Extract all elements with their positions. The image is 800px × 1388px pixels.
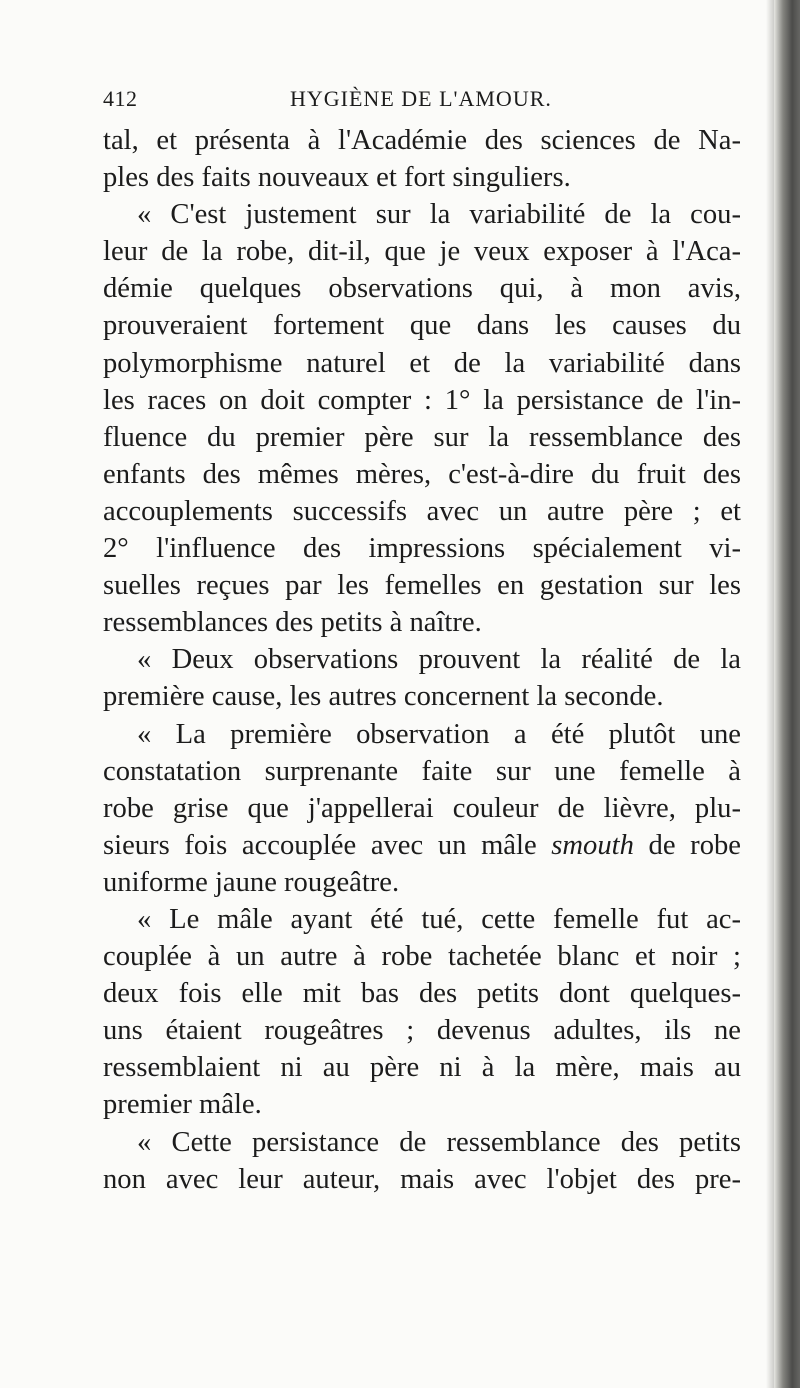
text-line: démie quelques observations qui, à mon avis, xyxy=(103,273,741,305)
text-line: enfants des mêmes mères, c'est-à-dire du fruit des xyxy=(103,458,741,490)
text-line: ples des faits nouveaux et fort singuliers. xyxy=(103,162,571,194)
text-line: suelles reçues par les femelles en gestation sur les xyxy=(103,570,741,602)
text-line: uniforme jaune rougeâtre. xyxy=(103,866,400,898)
text-line: tal, et présenta à l'Académie des sciences de Na- xyxy=(103,125,741,156)
text-line: robe grise que j'appellerai couleur de lièvre, plu- xyxy=(103,792,741,824)
text-line: constatation surprenante faite sur une femelle à xyxy=(103,755,741,787)
text-segment: sieurs fois accouplée avec un mâle xyxy=(103,829,552,861)
text-line: ressemblances des petits à naître. xyxy=(103,607,482,639)
text-line: accouplements successifs avec un autre père ; et xyxy=(103,495,741,527)
text-line: prouveraient fortement que dans les causes du xyxy=(103,310,741,342)
text-line xyxy=(103,827,741,864)
text-line: 2° l'influence des impressions spécialement vi- xyxy=(103,533,741,565)
text-line: « Deux observations prouvent la réalité de la xyxy=(137,644,741,676)
text-line: premier mâle. xyxy=(103,1089,262,1121)
text-line: polymorphisme naturel et de la variabilité dans xyxy=(103,347,741,379)
page-edge xyxy=(774,0,800,1388)
text-line: fluence du premier père sur la ressemblance des xyxy=(103,421,741,453)
text-line: non avec leur auteur, mais avec l'objet des pre- xyxy=(103,1163,741,1195)
text-line: « Le mâle ayant été tué, cette femelle fut ac- xyxy=(137,903,741,935)
text-line: deux fois elle mit bas des petits dont quelques- xyxy=(103,978,741,1010)
text-line: couplée à un autre à robe tachetée blanc et noir ; xyxy=(103,941,741,973)
text-segment: de robe xyxy=(633,829,741,861)
page-number: 412 xyxy=(103,86,138,111)
body-text xyxy=(103,122,741,1198)
text-line: « C'est justement sur la variabilité de la cou- xyxy=(137,199,741,231)
running-head xyxy=(103,86,739,116)
text-line: « La première observation a été plutôt une xyxy=(137,718,741,750)
text-line: les races on doit compter : 1° la persistance de l'in- xyxy=(103,384,741,416)
text-line: ressemblaient ni au père ni à la mère, mais au xyxy=(103,1052,741,1084)
italic-term: smouth xyxy=(551,829,634,861)
running-title: HYGIÈNE DE L'AMOUR. xyxy=(290,86,552,111)
page-edge-shadow xyxy=(766,0,774,1388)
text-line: première cause, les autres concernent la seconde. xyxy=(103,681,664,713)
text-line: uns étaient rougeâtres ; devenus adultes, ils ne xyxy=(103,1015,741,1047)
text-line: leur de la robe, dit-il, que je veux exposer à l'Aca- xyxy=(103,236,741,268)
text-line: « Cette persistance de ressemblance des petits xyxy=(137,1126,741,1158)
